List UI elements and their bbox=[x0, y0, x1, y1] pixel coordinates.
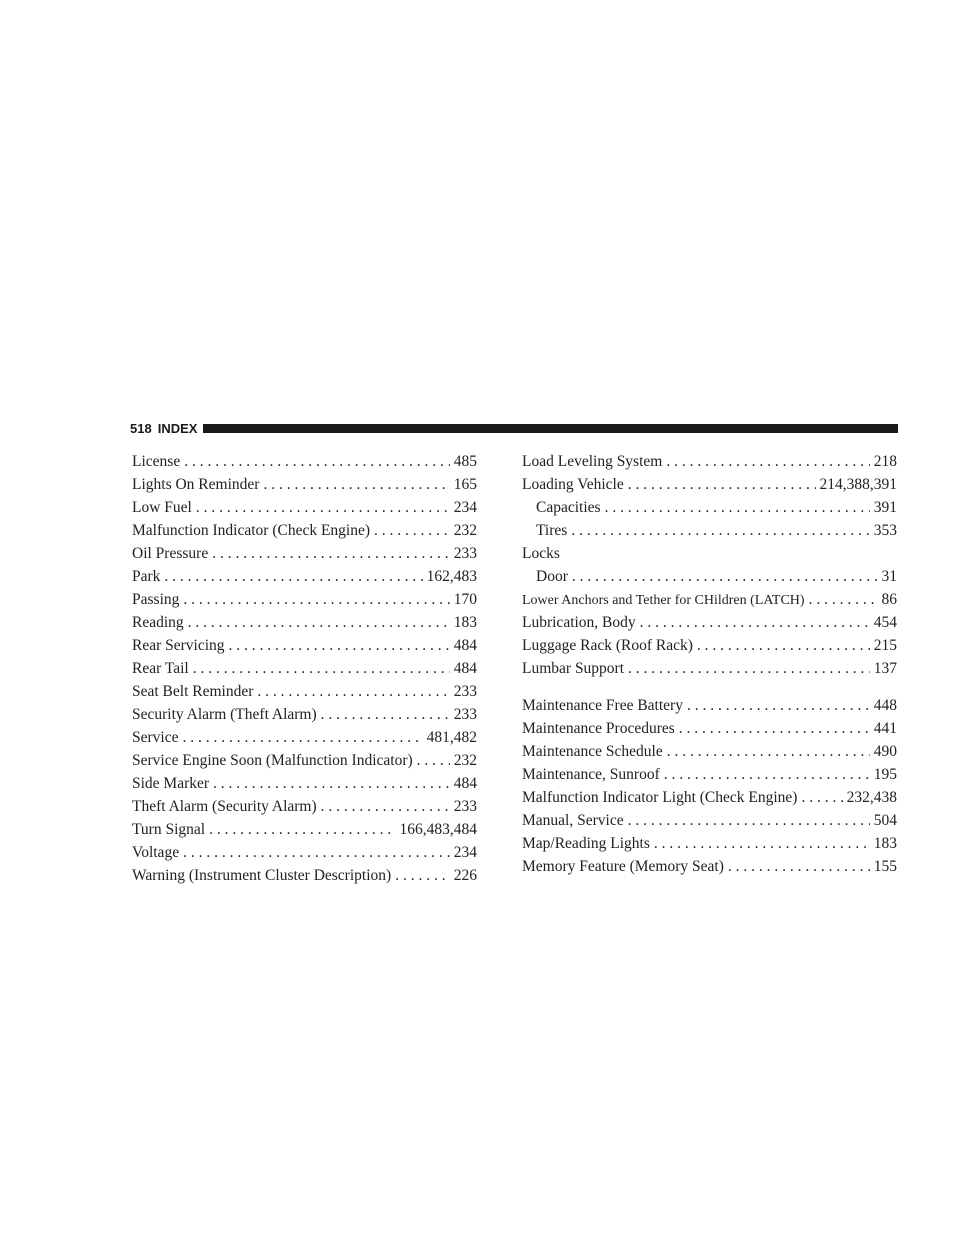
index-entry bbox=[522, 473, 897, 496]
index-entry bbox=[132, 726, 477, 749]
entry-label: Locks bbox=[522, 545, 560, 562]
entry-page-number: 490 bbox=[873, 743, 897, 760]
dot-leader bbox=[188, 611, 450, 634]
dot-leader bbox=[374, 519, 450, 542]
entry-label: Security Alarm (Theft Alarm) bbox=[132, 706, 317, 723]
dot-leader bbox=[257, 680, 449, 703]
entry-label: Malfunction Indicator (Check Engine) bbox=[132, 522, 371, 539]
entry-label: Rear Servicing bbox=[132, 637, 225, 654]
index-entry bbox=[132, 473, 477, 496]
index-entry bbox=[132, 519, 477, 542]
entry-label: Manual, Service bbox=[522, 812, 624, 829]
entry-label: Warning (Instrument Cluster Description) bbox=[132, 867, 392, 884]
entry-label: Seat Belt Reminder bbox=[132, 683, 254, 700]
entry-label: Lumbar Support bbox=[522, 660, 625, 677]
entry-label: Low Fuel bbox=[132, 499, 192, 516]
dot-leader bbox=[182, 726, 422, 749]
entry-label: Memory Feature (Memory Seat) bbox=[522, 858, 724, 875]
entry-page-number: 170 bbox=[453, 591, 477, 608]
dot-leader bbox=[196, 496, 450, 519]
entry-label: Service bbox=[132, 729, 179, 746]
entry-label: Tires bbox=[536, 522, 568, 539]
entry-label: Side Marker bbox=[132, 775, 210, 792]
dot-leader bbox=[697, 634, 870, 657]
dot-leader bbox=[628, 809, 870, 832]
entry-page-number: 391 bbox=[873, 499, 897, 516]
entry-label: Voltage bbox=[132, 844, 180, 861]
entry-label: Rear Tail bbox=[132, 660, 189, 677]
index-entry bbox=[522, 450, 897, 473]
dot-leader bbox=[321, 703, 450, 726]
entry-label: Maintenance, Sunroof bbox=[522, 766, 660, 783]
dot-leader bbox=[183, 588, 449, 611]
index-entry bbox=[132, 864, 477, 887]
index-entry bbox=[522, 519, 897, 542]
dot-leader bbox=[395, 864, 450, 887]
section-title: INDEX bbox=[157, 420, 198, 436]
dot-leader bbox=[321, 795, 450, 818]
dot-leader bbox=[679, 717, 870, 740]
entry-page-number: 86 bbox=[881, 591, 897, 608]
index-entry bbox=[522, 496, 897, 519]
entry-page-number: 233 bbox=[453, 798, 477, 815]
page-number: 518 bbox=[130, 420, 152, 436]
entry-label: Theft Alarm (Security Alarm) bbox=[132, 798, 317, 815]
entry-page-number: 454 bbox=[873, 614, 897, 631]
index-entry bbox=[132, 565, 477, 588]
index-entry bbox=[522, 809, 897, 832]
dot-leader bbox=[628, 473, 816, 496]
index-entry bbox=[132, 588, 477, 611]
index-column-left bbox=[132, 450, 477, 887]
entry-label: Lower Anchors and Tether for CHildren (LATCH) bbox=[522, 593, 805, 608]
index-entry bbox=[522, 611, 897, 634]
entry-label: Oil Pressure bbox=[132, 545, 209, 562]
entry-page-number: 137 bbox=[873, 660, 897, 677]
index-entry bbox=[522, 694, 897, 717]
entry-label: License bbox=[132, 453, 181, 470]
entry-label: Service Engine Soon (Malfunction Indicator) bbox=[132, 752, 413, 769]
entry-page-number: 165 bbox=[453, 476, 477, 493]
entry-page-number: 31 bbox=[881, 568, 897, 585]
dot-leader bbox=[605, 496, 870, 519]
index-entry bbox=[522, 855, 897, 878]
page-header bbox=[130, 420, 898, 436]
entry-page-number: 504 bbox=[873, 812, 897, 829]
index-entry bbox=[522, 832, 897, 855]
index-entry bbox=[132, 703, 477, 726]
dot-leader bbox=[229, 634, 450, 657]
entry-page-number: 195 bbox=[873, 766, 897, 783]
dot-leader bbox=[628, 657, 870, 680]
entry-label: Map/Reading Lights bbox=[522, 835, 650, 852]
dot-leader bbox=[213, 772, 450, 795]
entry-label: Capacities bbox=[536, 499, 601, 516]
index-entry bbox=[132, 841, 477, 864]
index-entry bbox=[522, 763, 897, 786]
entry-page-number: 441 bbox=[873, 720, 897, 737]
entry-page-number: 234 bbox=[453, 844, 477, 861]
entry-label: Reading bbox=[132, 614, 184, 631]
entry-label: Lights On Reminder bbox=[132, 476, 260, 493]
index-entry bbox=[132, 450, 477, 473]
entry-page-number: 485 bbox=[453, 453, 477, 470]
dot-leader bbox=[183, 841, 450, 864]
entry-label: Turn Signal bbox=[132, 821, 206, 838]
entry-page-number: 233 bbox=[453, 683, 477, 700]
index-column-right bbox=[522, 450, 897, 878]
entry-page-number: 484 bbox=[453, 660, 477, 677]
entry-label: Maintenance Schedule bbox=[522, 743, 663, 760]
entry-label: Loading Vehicle bbox=[522, 476, 624, 493]
entry-page-number: 214,388,391 bbox=[819, 476, 897, 493]
dot-leader bbox=[417, 749, 450, 772]
entry-page-number: 183 bbox=[453, 614, 477, 631]
dot-leader bbox=[664, 763, 870, 786]
section-gap bbox=[522, 680, 897, 694]
index-entry bbox=[132, 634, 477, 657]
index-entry bbox=[132, 496, 477, 519]
index-entry bbox=[522, 740, 897, 763]
dot-leader bbox=[212, 542, 450, 565]
dot-leader bbox=[654, 832, 870, 855]
entry-page-number: 215 bbox=[873, 637, 897, 654]
index-entry bbox=[132, 657, 477, 680]
index-entry bbox=[522, 657, 897, 680]
entry-page-number: 484 bbox=[453, 637, 477, 654]
dot-leader bbox=[209, 818, 395, 841]
index-entry bbox=[132, 749, 477, 772]
dot-leader bbox=[571, 519, 869, 542]
entry-page-number: 166,483,484 bbox=[399, 821, 477, 838]
entry-label: Load Leveling System bbox=[522, 453, 663, 470]
entry-label: Park bbox=[132, 568, 161, 585]
entry-page-number: 353 bbox=[873, 522, 897, 539]
dot-leader bbox=[728, 855, 870, 878]
dot-leader bbox=[184, 450, 450, 473]
index-entry bbox=[132, 542, 477, 565]
index-entry bbox=[522, 565, 897, 588]
index-entry bbox=[522, 786, 897, 809]
entry-page-number: 233 bbox=[453, 706, 477, 723]
entry-label: Luggage Rack (Roof Rack) bbox=[522, 637, 693, 654]
header-rule bbox=[203, 424, 898, 433]
entry-page-number: 155 bbox=[873, 858, 897, 875]
entry-label: Maintenance Free Battery bbox=[522, 697, 683, 714]
entry-page-number: 234 bbox=[453, 499, 477, 516]
entry-page-number: 232 bbox=[453, 522, 477, 539]
entry-label: Malfunction Indicator Light (Check Engine) bbox=[522, 789, 798, 806]
dot-leader bbox=[572, 565, 878, 588]
entry-label: Maintenance Procedures bbox=[522, 720, 675, 737]
index-entry bbox=[132, 772, 477, 795]
dot-leader bbox=[164, 565, 422, 588]
index-entry bbox=[132, 818, 477, 841]
dot-leader bbox=[801, 786, 842, 809]
entry-page-number: 232 bbox=[453, 752, 477, 769]
dot-leader bbox=[687, 694, 870, 717]
entry-page-number: 218 bbox=[873, 453, 897, 470]
dot-leader bbox=[640, 611, 870, 634]
index-entry bbox=[132, 680, 477, 703]
dot-leader bbox=[667, 740, 870, 763]
dot-leader bbox=[666, 450, 869, 473]
entry-page-number: 226 bbox=[453, 867, 477, 884]
entry-page-number: 484 bbox=[453, 775, 477, 792]
dot-leader bbox=[263, 473, 449, 496]
dot-leader bbox=[809, 588, 878, 611]
entry-page-number: 233 bbox=[453, 545, 477, 562]
entry-label: Door bbox=[536, 568, 568, 585]
dot-leader bbox=[193, 657, 450, 680]
entry-page-number: 448 bbox=[873, 697, 897, 714]
index-entry bbox=[522, 542, 897, 565]
entry-page-number: 162,483 bbox=[426, 568, 477, 585]
entry-page-number: 481,482 bbox=[426, 729, 477, 746]
entry-label: Passing bbox=[132, 591, 180, 608]
entry-label: Lubrication, Body bbox=[522, 614, 636, 631]
entry-page-number: 183 bbox=[873, 835, 897, 852]
index-entry bbox=[132, 611, 477, 634]
index-entry bbox=[522, 634, 897, 657]
index-entry bbox=[522, 717, 897, 740]
entry-page-number: 232,438 bbox=[846, 789, 897, 806]
index-entry bbox=[522, 588, 897, 611]
index-entry bbox=[132, 795, 477, 818]
